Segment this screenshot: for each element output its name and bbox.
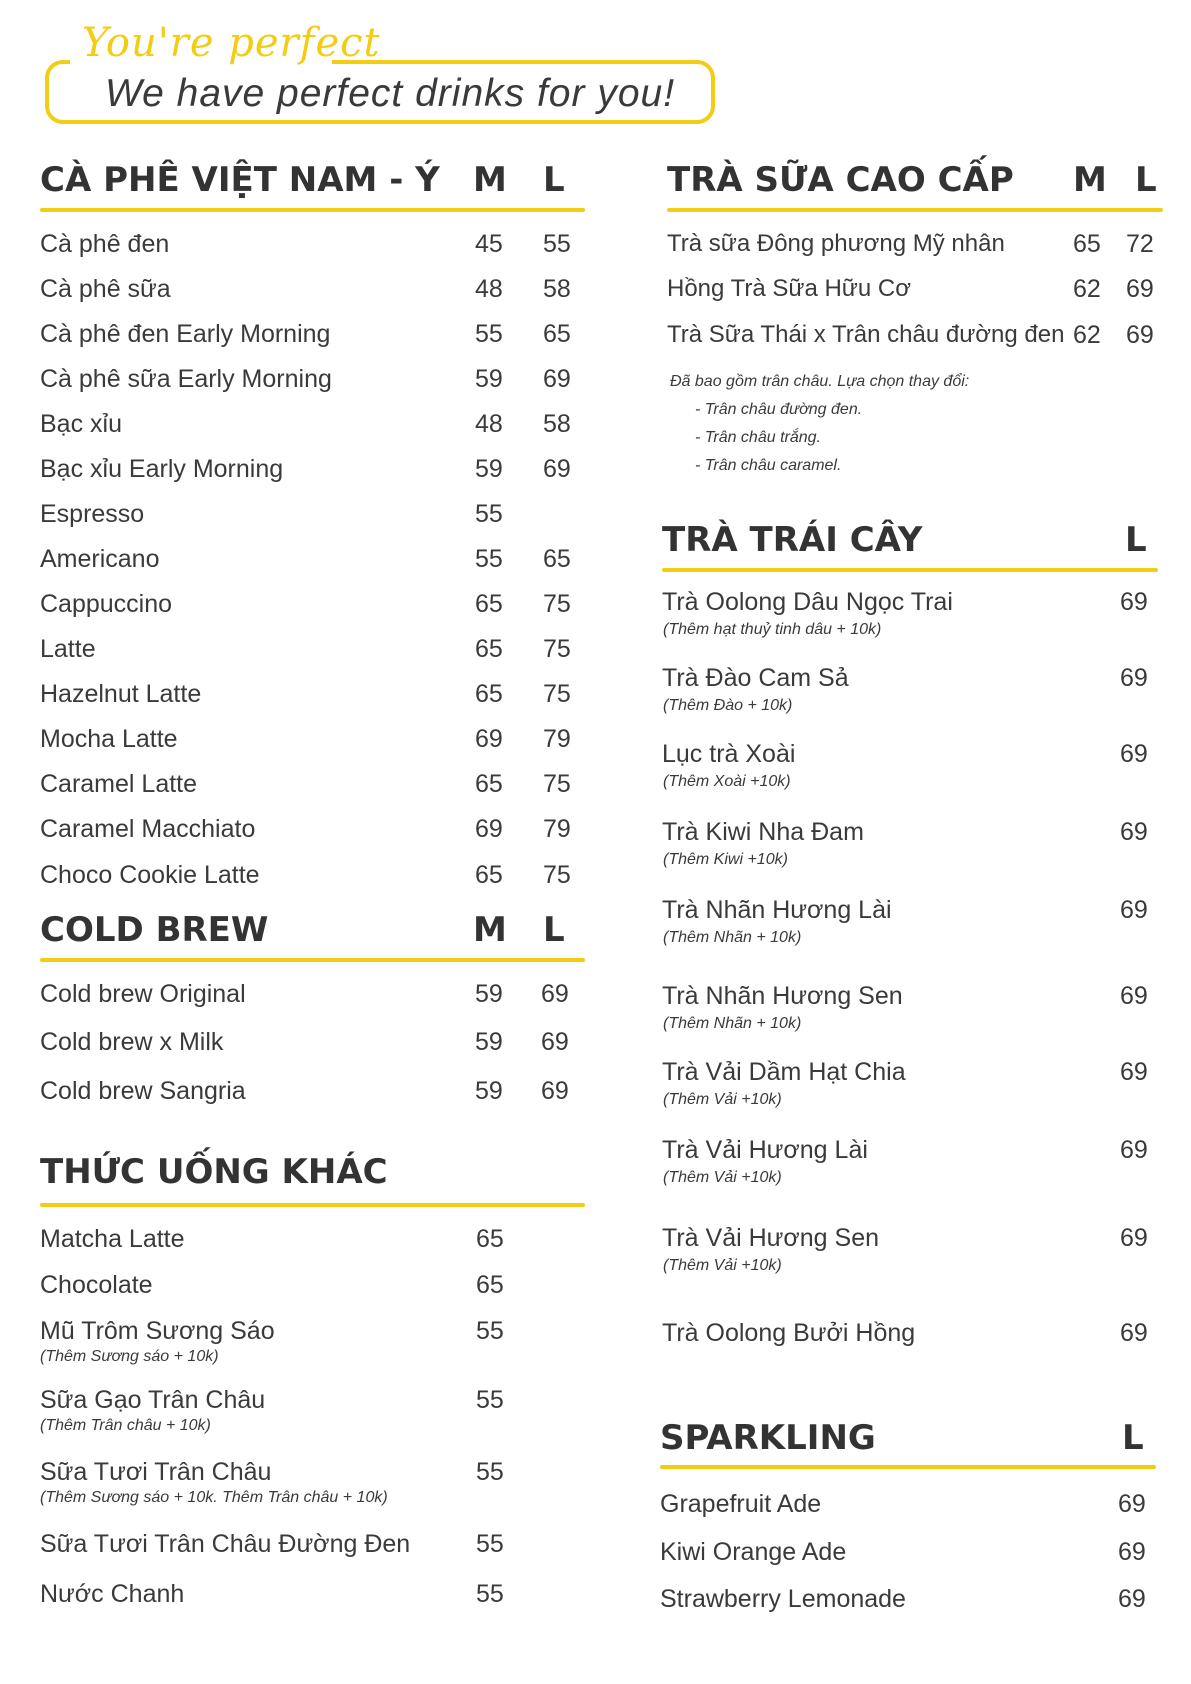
- item-addon-note: (Thêm Vải +10k): [663, 1091, 782, 1108]
- milktea-rule: [667, 208, 1163, 212]
- price: 55: [476, 1458, 504, 1486]
- menu-item-name: Americano: [40, 545, 160, 573]
- price: 65: [476, 1271, 504, 1299]
- menu-item-name: Caramel Macchiato: [40, 815, 256, 843]
- coldbrew-section-title: COLD BREW: [40, 910, 269, 950]
- item-addon-note: (Thêm hạt thuỷ tinh dâu + 10k): [663, 621, 882, 638]
- price-m: 65: [475, 770, 503, 798]
- price-l: 58: [543, 275, 571, 303]
- sparkling-section-title: SPARKLING: [660, 1418, 876, 1458]
- price-l: 65: [543, 545, 571, 573]
- price-l: 58: [543, 410, 571, 438]
- tagline: We have perfect drinks for you!: [105, 72, 676, 115]
- milktea-note-line: - Trân châu trắng.: [695, 429, 821, 446]
- menu-item-name: Bạc xỉu Early Morning: [40, 455, 284, 483]
- menu-item-name: Trà Sữa Thái x Trân châu đường đen: [667, 321, 1065, 348]
- other-section-title: THỨC UỐNG KHÁC: [40, 1152, 388, 1192]
- menu-item-name: Trà sữa Đông phương Mỹ nhân: [667, 230, 1005, 257]
- menu-item-name: Cappuccino: [40, 590, 173, 618]
- coldbrew-rule: [40, 958, 585, 962]
- price-l: 72: [1126, 230, 1154, 258]
- milktea-note-line: - Trân châu caramel.: [695, 457, 842, 474]
- menu-item-name: Sữa Gạo Trân Châu: [40, 1386, 266, 1414]
- price: 69: [1118, 1585, 1146, 1613]
- milktea-note-line: - Trân châu đường đen.: [695, 401, 863, 418]
- price-m: 62: [1073, 321, 1101, 349]
- menu-item-name: Trà Kiwi Nha Đam: [662, 818, 864, 846]
- menu-item-name: Trà Nhãn Hương Lài: [662, 896, 892, 924]
- price-l: 55: [543, 230, 571, 258]
- menu-item-name: Strawberry Lemonade: [660, 1585, 906, 1613]
- price-m: 59: [475, 980, 503, 1008]
- menu-item-name: Nước Chanh: [40, 1580, 185, 1608]
- coffee-section-title: CÀ PHÊ VIỆT NAM - Ý: [40, 160, 440, 200]
- sparkling-col-l: L: [1122, 1418, 1144, 1458]
- sparkling-rule: [660, 1465, 1156, 1469]
- price-l: 69: [1126, 321, 1154, 349]
- price: 69: [1120, 1058, 1148, 1086]
- menu-item-name: Trà Đào Cam Sả: [662, 664, 849, 692]
- price-l: 69: [541, 980, 569, 1008]
- menu-item-name: Cà phê đen Early Morning: [40, 320, 331, 348]
- price-m: 59: [475, 455, 503, 483]
- coldbrew-col-l: L: [543, 910, 565, 950]
- item-addon-note: (Thêm Xoài +10k): [663, 773, 791, 790]
- menu-item-name: Cà phê đen: [40, 230, 170, 258]
- coffee-col-l: L: [543, 160, 565, 200]
- price: 55: [476, 1386, 504, 1414]
- price-l: 75: [543, 861, 571, 889]
- item-addon-note: (Thêm Vải +10k): [663, 1257, 782, 1274]
- price: 55: [476, 1580, 504, 1608]
- price-m: 69: [475, 815, 503, 843]
- price: 69: [1120, 896, 1148, 924]
- price: 69: [1118, 1538, 1146, 1566]
- menu-item-name: Cold brew Original: [40, 980, 246, 1008]
- menu-item-name: Sữa Tươi Trân Châu Đường Đen: [40, 1530, 411, 1558]
- menu-item-name: Latte: [40, 635, 96, 663]
- menu-item-name: Chocolate: [40, 1271, 153, 1299]
- item-addon-note: (Thêm Nhãn + 10k): [663, 929, 802, 946]
- price-l: 65: [543, 320, 571, 348]
- price-l: 79: [543, 725, 571, 753]
- price: 69: [1120, 588, 1148, 616]
- price: 55: [476, 1530, 504, 1558]
- menu-item-name: Kiwi Orange Ade: [660, 1538, 847, 1566]
- price-l: 69: [543, 365, 571, 393]
- price: 65: [476, 1225, 504, 1253]
- item-addon-note: (Thêm Kiwi +10k): [663, 851, 788, 868]
- price-l: 69: [541, 1077, 569, 1105]
- price-m: 55: [475, 500, 503, 528]
- price: 69: [1120, 664, 1148, 692]
- menu-item-name: Espresso: [40, 500, 145, 528]
- coldbrew-col-m: M: [473, 910, 507, 950]
- menu-item-name: Hazelnut Latte: [40, 680, 202, 708]
- price: 69: [1118, 1490, 1146, 1518]
- price-m: 65: [475, 680, 503, 708]
- price-m: 59: [475, 365, 503, 393]
- menu-item-name: Caramel Latte: [40, 770, 198, 798]
- menu-item-name: Lục trà Xoài: [662, 740, 796, 768]
- price: 69: [1120, 1319, 1148, 1347]
- price-m: 65: [475, 861, 503, 889]
- price: 55: [476, 1317, 504, 1345]
- menu-item-name: Bạc xỉu: [40, 410, 122, 438]
- price-m: 48: [475, 275, 503, 303]
- price-m: 65: [1073, 230, 1101, 258]
- menu-item-name: Mocha Latte: [40, 725, 178, 753]
- price-m: 65: [475, 590, 503, 618]
- menu-item-name: Trà Vải Dầm Hạt Chia: [662, 1058, 906, 1086]
- price-m: 65: [475, 635, 503, 663]
- price-l: 69: [541, 1028, 569, 1056]
- menu-item-name: Trà Oolong Dâu Ngọc Trai: [662, 588, 953, 616]
- price: 69: [1120, 1136, 1148, 1164]
- coffee-col-m: M: [473, 160, 507, 200]
- price-l: 79: [543, 815, 571, 843]
- milktea-col-l: L: [1135, 160, 1157, 200]
- item-addon-note: (Thêm Vải +10k): [663, 1169, 782, 1186]
- other-rule: [40, 1203, 585, 1207]
- price-m: 62: [1073, 275, 1101, 303]
- item-addon-note: (Thêm Đào + 10k): [663, 697, 793, 714]
- price: 69: [1120, 1224, 1148, 1252]
- item-addon-note: (Thêm Trân châu + 10k): [40, 1417, 211, 1434]
- price-l: 75: [543, 590, 571, 618]
- menu-item-name: Mũ Trôm Sương Sáo: [40, 1317, 275, 1345]
- menu-item-name: Trà Oolong Bưởi Hồng: [662, 1319, 916, 1347]
- fruittea-section-title: TRÀ TRÁI CÂY: [662, 520, 923, 560]
- menu-item-name: Hồng Trà Sữa Hữu Cơ: [667, 275, 911, 302]
- item-addon-note: (Thêm Sương sáo + 10k. Thêm Trân châu + 10k): [40, 1489, 388, 1506]
- milktea-section-title: TRÀ SỮA CAO CẤP: [667, 160, 1014, 200]
- milktea-note-line: Đã bao gồm trân châu. Lựa chọn thay đổi:: [670, 373, 970, 390]
- price-m: 69: [475, 725, 503, 753]
- menu-item-name: Matcha Latte: [40, 1225, 185, 1253]
- milktea-col-m: M: [1073, 160, 1107, 200]
- price-m: 59: [475, 1077, 503, 1105]
- menu-item-name: Cà phê sữa Early Morning: [40, 365, 332, 393]
- script-heading: You're perfect: [82, 20, 381, 66]
- menu-item-name: Trà Vải Hương Lài: [662, 1136, 868, 1164]
- menu-item-name: Cold brew x Milk: [40, 1028, 224, 1056]
- fruittea-col-l: L: [1125, 520, 1147, 560]
- fruittea-rule: [662, 568, 1158, 572]
- price: 69: [1120, 818, 1148, 846]
- menu-item-name: Trà Vải Hương Sen: [662, 1224, 880, 1252]
- price-m: 55: [475, 320, 503, 348]
- price-m: 48: [475, 410, 503, 438]
- price-m: 55: [475, 545, 503, 573]
- item-addon-note: (Thêm Sương sáo + 10k): [40, 1348, 219, 1365]
- price-l: 75: [543, 770, 571, 798]
- menu-item-name: Cà phê sữa: [40, 275, 171, 303]
- coffee-rule: [40, 208, 585, 212]
- menu-item-name: Cold brew Sangria: [40, 1077, 246, 1105]
- price: 69: [1120, 982, 1148, 1010]
- price: 69: [1120, 740, 1148, 768]
- menu-item-name: Choco Cookie Latte: [40, 861, 260, 889]
- item-addon-note: (Thêm Nhãn + 10k): [663, 1015, 802, 1032]
- price-l: 69: [543, 455, 571, 483]
- price-l: 75: [543, 635, 571, 663]
- price-l: 69: [1126, 275, 1154, 303]
- price-m: 59: [475, 1028, 503, 1056]
- price-l: 75: [543, 680, 571, 708]
- menu-item-name: Grapefruit Ade: [660, 1490, 822, 1518]
- menu-item-name: Sữa Tươi Trân Châu: [40, 1458, 272, 1486]
- menu-item-name: Trà Nhãn Hương Sen: [662, 982, 903, 1010]
- price-m: 45: [475, 230, 503, 258]
